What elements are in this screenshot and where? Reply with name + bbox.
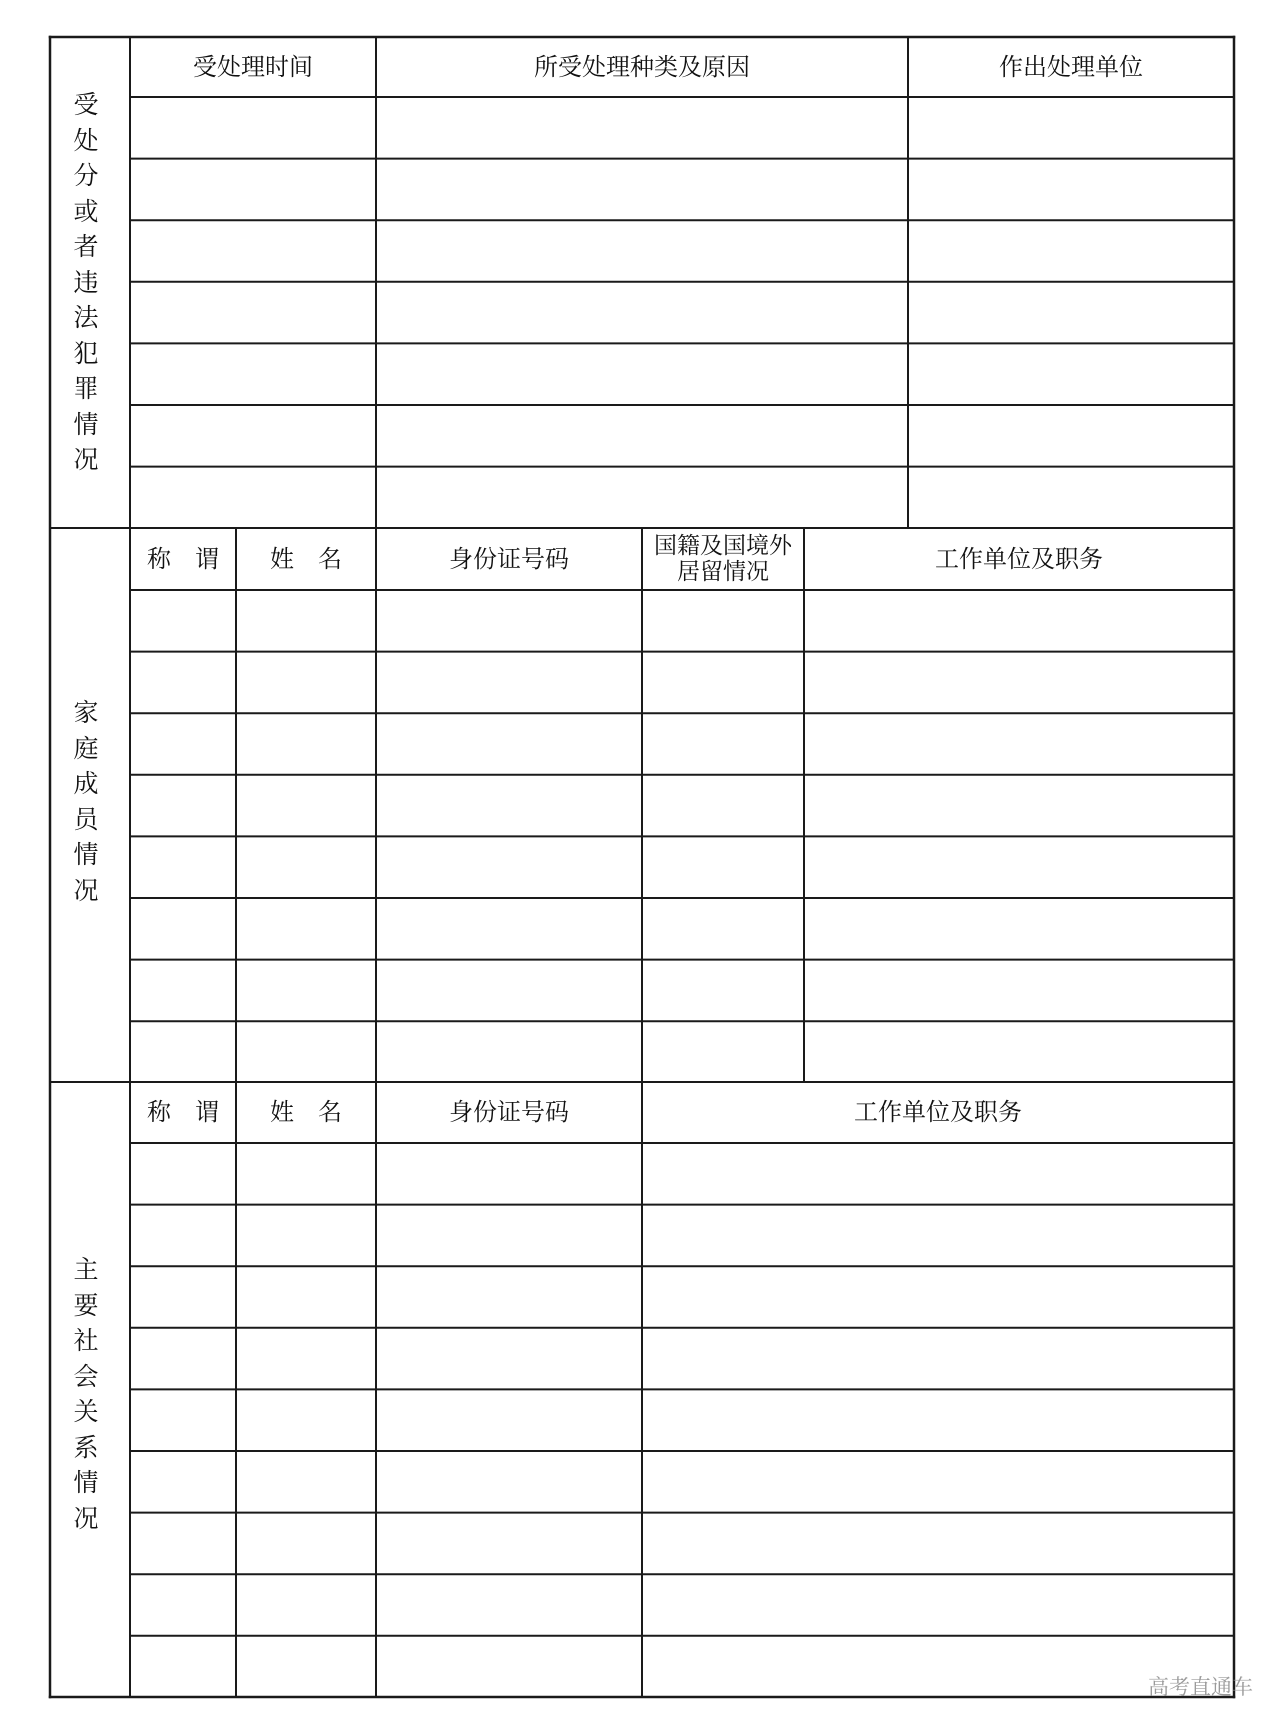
header-family-relation: 称 谓 bbox=[147, 545, 219, 574]
header-family-nationality-residence: 国籍及国境外居留情况 bbox=[654, 532, 792, 585]
header-social-relation: 称 谓 bbox=[147, 1098, 219, 1127]
header-social-employer-position: 工作单位及职务 bbox=[854, 1098, 1022, 1127]
section-label-offenses: 受处分或者违法犯罪情况 bbox=[73, 90, 99, 474]
header-handling-time: 受处理时间 bbox=[193, 52, 313, 81]
section-label-social: 主要社会关系情况 bbox=[73, 1255, 99, 1533]
header-family-id-number: 身份证号码 bbox=[449, 545, 569, 574]
header-family-name: 姓 名 bbox=[270, 545, 342, 574]
header-social-id-number: 身份证号码 bbox=[449, 1098, 569, 1127]
section-label-family: 家庭成员情况 bbox=[73, 698, 99, 905]
header-handling-unit: 作出处理单位 bbox=[999, 52, 1143, 81]
watermark: 高考直通车 bbox=[1148, 1675, 1253, 1699]
header-family-employer-position: 工作单位及职务 bbox=[935, 545, 1103, 574]
header-handling-type-reason: 所受处理种类及原因 bbox=[534, 52, 750, 81]
header-social-name: 姓 名 bbox=[270, 1098, 342, 1127]
